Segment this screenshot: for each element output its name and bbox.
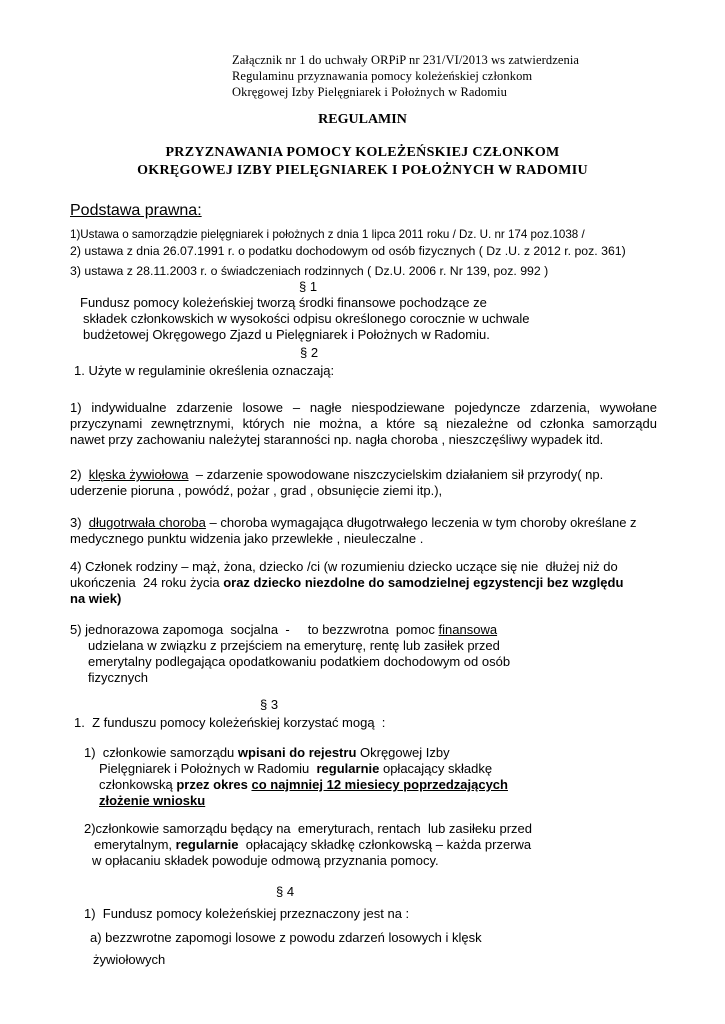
eligibility-1-text: 1) członkowie samorządu bbox=[84, 745, 238, 760]
section-1-line: składek członkowskich w wysokości odpisu określonego corocznie w uchwale bbox=[83, 311, 530, 326]
section-2-intro: 1. Użyte w regulaminie określenia oznaczają: bbox=[74, 363, 335, 378]
legal-basis-item: 1)Ustawa o samorządzie pielęgniarek i położnych z dnia 1 lipca 2011 roku / Dz. U. nr 174 poz.1038 / bbox=[70, 228, 585, 241]
definition-1-line: nawet przy zachowaniu należytej staranności np. nagła choroba , nieszczęśliwy wypadek itd. bbox=[70, 432, 604, 447]
eligibility-1-bold-underlined: złożenie wniosku bbox=[99, 793, 206, 808]
definition-4-bold: oraz dziecko niezdolne do samodzielnej egzystencji bez względu bbox=[223, 575, 624, 590]
definition-3 bbox=[70, 515, 637, 547]
section-4-item-a: a) bezzwrotne zapomogi losowe z powodu zdarzeń losowych i klęsk bbox=[90, 930, 482, 945]
eligibility-2-text: opłacający składkę członkowską – każda przerwa bbox=[238, 837, 532, 852]
section-mark-4: § 4 bbox=[276, 884, 295, 899]
definition-1 bbox=[70, 400, 657, 448]
eligibility-1-bold-underlined: co najmniej 12 miesiecy poprzedzających bbox=[251, 777, 508, 792]
definition-1-line: przyczynami zewnętrznymi, których nie można, a które są niezależne od członka samorządu bbox=[70, 416, 657, 431]
definition-5-text: 5) jednorazowa zapomoga socjalna - to bezzwrotna pomoc bbox=[70, 622, 439, 637]
eligibility-1-bold: regularnie bbox=[316, 761, 380, 776]
definition-2-term: klęska żywiołowa bbox=[88, 467, 189, 482]
section-mark-3: § 3 bbox=[260, 697, 279, 712]
definition-4-bold-line: na wiek) bbox=[70, 591, 122, 606]
eligibility-1 bbox=[84, 745, 508, 809]
eligibility-2-text: emerytalnym, bbox=[94, 837, 176, 852]
eligibility-1-text: opłacający składkę bbox=[379, 761, 493, 776]
section-1-line: Fundusz pomocy koleżeńskiej tworzą środki finansowe pochodzące ze bbox=[80, 295, 487, 310]
document-title: REGULAMIN bbox=[318, 112, 407, 127]
section-1-line: budżetowej Okręgowego Zjazd u Pielęgniarek i Położnych w Radomiu. bbox=[83, 327, 490, 342]
definition-3-number: 3) bbox=[70, 515, 89, 530]
definition-4-line: 4) Członek rodziny – mąż, żona, dziecko /ci (w rozumieniu dziecko uczące się nie dłużej niż do bbox=[70, 559, 618, 574]
eligibility-1-bold: wpisani do rejestru bbox=[237, 745, 357, 760]
eligibility-2 bbox=[84, 821, 532, 869]
eligibility-2-line: w opłacaniu składek powoduje odmową przyznania pomocy. bbox=[92, 853, 439, 868]
section-1-text bbox=[80, 295, 530, 343]
eligibility-1-text: członkowską bbox=[99, 777, 177, 792]
eligibility-2-bold: regularnie bbox=[175, 837, 239, 852]
eligibility-1-text: Okręgowej Izby bbox=[356, 745, 450, 760]
definition-5-line: udzielana w związku z przejściem na emeryturę, rentę lub zasiłek przed bbox=[88, 638, 500, 653]
definition-2-text: – zdarzenie spowodowane niszczycielskim działaniem sił przyrody( np. bbox=[188, 467, 604, 482]
section-mark-2: § 2 bbox=[300, 345, 319, 360]
legal-basis-item: 2) ustawa z dnia 26.07.1991 r. o podatku dochodowym od osób fizycznych ( Dz .U. z 2012 r. poz. 361) bbox=[70, 244, 626, 258]
definition-2-line: uderzenie pioruna , powódź, pożar , grad , obsunięcie ziemi itp.), bbox=[70, 483, 443, 498]
attachment-note-line: Regulaminu przyznawania pomocy koleżeńskiej członkom bbox=[232, 69, 533, 83]
document-subtitle-line: OKRĘGOWEJ IZBY PIELĘGNIAREK I POŁOŻNYCH W RADOMIU bbox=[137, 163, 588, 178]
section-4-intro: 1) Fundusz pomocy koleżeńskiej przeznaczony jest na : bbox=[84, 906, 410, 921]
legal-basis-item: 3) ustawa z 28.11.2003 r. o świadczeniach rodzinnych ( Dz.U. 2006 r. Nr 139, poz. 992 ) bbox=[70, 264, 549, 278]
definition-4 bbox=[70, 559, 623, 607]
definition-4-text: ukończenia 24 roku życia bbox=[70, 575, 224, 590]
definition-5-line: fizycznych bbox=[88, 670, 148, 685]
definition-1-line: 1) indywidualne zdarzenie losowe – nagłe niespodziewane pojedyncze zdarzenia, wywołane bbox=[70, 400, 657, 415]
eligibility-2-line: 2)członkowie samorządu będący na emeryturach, rentach lub zasiłeku przed bbox=[84, 821, 533, 836]
document-subtitle-line: PRZYZNAWANIA POMOCY KOLEŻEŃSKIEJ CZŁONKOM bbox=[165, 145, 560, 160]
definition-3-text: – choroba wymagająca długotrwałego leczenia w tym choroby określane z bbox=[205, 515, 637, 530]
section-mark-1: § 1 bbox=[299, 279, 318, 294]
attachment-note-line: Załącznik nr 1 do uchwały ORPiP nr 231/VI/2013 ws zatwierdzenia bbox=[232, 53, 580, 67]
definition-3-line: medycznego punktu widzenia jako przewlekłe , nieuleczalne . bbox=[70, 531, 424, 546]
definition-5-term: finansowa bbox=[438, 622, 498, 637]
eligibility-1-text: Pielęgniarek i Położnych w Radomiu bbox=[99, 761, 317, 776]
eligibility-1-bold: przez okres bbox=[176, 777, 252, 792]
section-3-intro: 1. Z funduszu pomocy koleżeńskiej korzystać mogą : bbox=[74, 715, 386, 730]
document-subtitle bbox=[0, 144, 725, 180]
section-4-item-a-line: żywiołowych bbox=[93, 952, 166, 967]
definition-2 bbox=[70, 467, 603, 499]
definition-2-number: 2) bbox=[70, 467, 89, 482]
attachment-note bbox=[232, 52, 579, 100]
attachment-note-line: Okręgowej Izby Pielęgniarek i Położnych w Radomiu bbox=[232, 85, 507, 99]
definition-5-line: emerytalny podlegająca opodatkowaniu podatkiem dochodowym od osób bbox=[88, 654, 511, 669]
definition-5 bbox=[70, 622, 510, 686]
definition-3-term: długotrwała choroba bbox=[88, 515, 206, 530]
legal-basis-heading: Podstawa prawna: bbox=[70, 202, 202, 219]
